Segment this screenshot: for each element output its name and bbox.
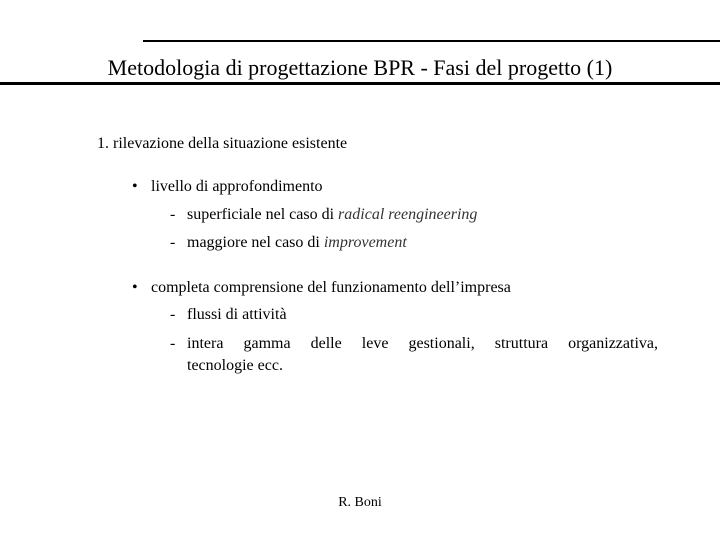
- sub-marker: -: [170, 335, 176, 352]
- sub-item: [170, 306, 287, 324]
- footer-author: R. Boni: [338, 495, 382, 510]
- sub-marker: -: [170, 306, 176, 323]
- sub-italic-text: improvement: [323, 234, 407, 251]
- top-rule: [143, 40, 720, 42]
- sub-item: [170, 234, 407, 252]
- sub-item: [170, 206, 477, 224]
- bullet-item: [132, 178, 323, 196]
- bullet-marker: •: [132, 178, 138, 195]
- sub-text-line2: tecnologie ecc.: [187, 357, 283, 374]
- sub-text: flussi di attività: [187, 306, 287, 323]
- sub-marker: -: [170, 234, 176, 251]
- bullet-text: completa comprensione del funzionamento dell’impresa: [151, 279, 511, 296]
- bullet-marker: •: [132, 279, 138, 296]
- slide-title: Metodologia di progettazione BPR - Fasi del progetto (1): [107, 55, 613, 80]
- title-underline: [0, 82, 720, 85]
- sub-italic-text: radical reengineering: [338, 206, 478, 223]
- sub-marker: -: [170, 206, 176, 223]
- sub-text: superficiale nel caso di: [187, 206, 339, 223]
- bullet-text: livello di approfondimento: [151, 178, 323, 195]
- section-heading: 1. rilevazione della situazione esistente: [97, 135, 348, 152]
- sub-text: maggiore nel caso di: [187, 234, 324, 251]
- bullet-item: [132, 279, 511, 297]
- sub-text-line1: intera gamma delle leve gestionali, struttura organizzativa,: [187, 335, 658, 352]
- sub-item: [170, 333, 658, 377]
